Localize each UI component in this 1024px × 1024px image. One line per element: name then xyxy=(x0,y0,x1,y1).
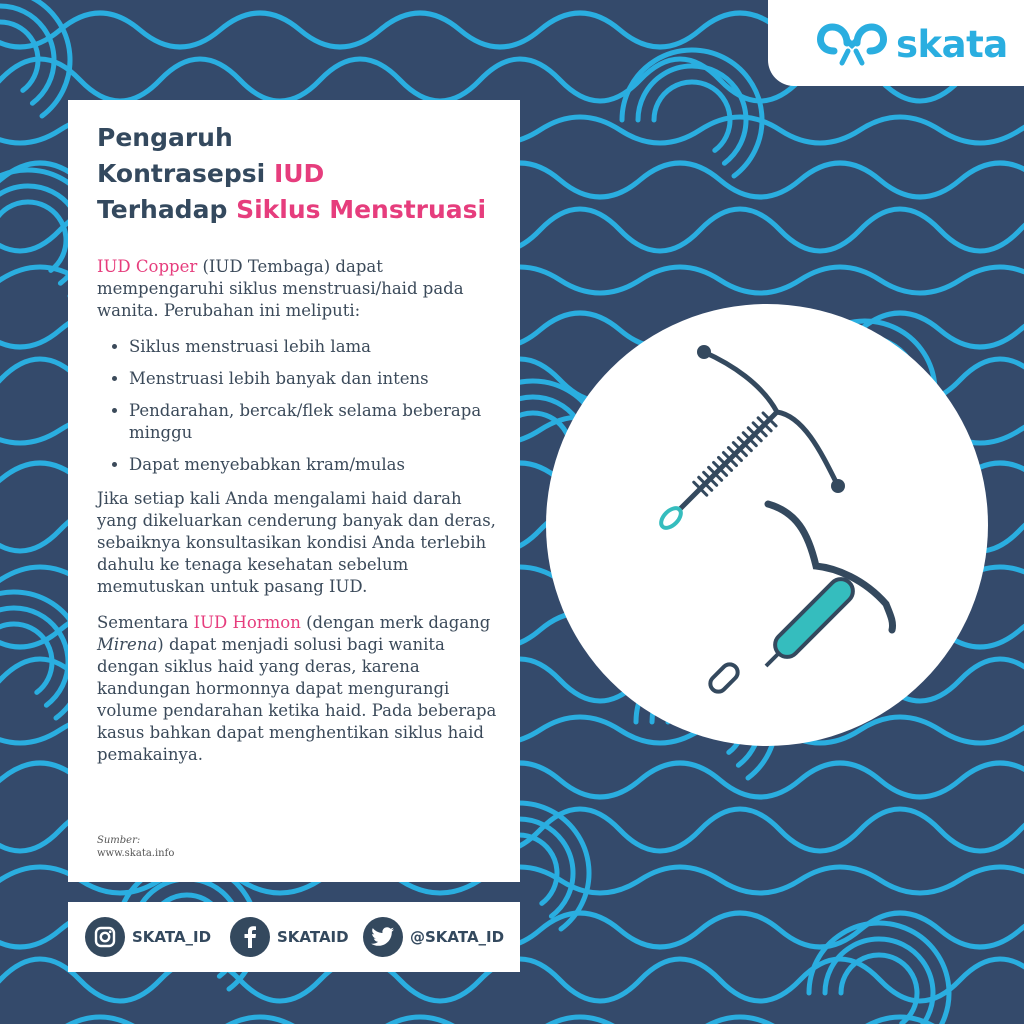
wave-curl xyxy=(654,82,730,150)
source-label: Sumber: xyxy=(97,835,141,846)
brand-mirena: Mirena xyxy=(97,635,158,654)
instagram-handle: SKATA_ID xyxy=(132,928,212,946)
list-item: • Siklus menstruasi lebih lama xyxy=(129,336,507,358)
source-url[interactable]: www.skata.info xyxy=(97,848,175,859)
advice-paragraph: Jika setiap kali Anda mengalami haid darah yang dikeluarkan cenderung banyak dan deras, sebaiknya konsultasikan kondisi Anda terlebih dahulu ke tenaga kesehatan sebelum memutuskan untuk pasang IUD. xyxy=(97,489,496,596)
title-line-2: Kontrasepsi IUD xyxy=(97,159,325,188)
hormonal-paragraph: Sementara IUD Hormon (dengan merk dagang Mirena) dapat menjadi solusi bagi wanita dengan siklus haid yang deras, karena kandungan hormonnya dapat mengurangi volume pendarahan ketika haid. Pada beberapa kasus bahkan dapat menghentikan siklus haid pemakainya. xyxy=(97,613,497,764)
skata-logo-icon xyxy=(814,21,890,67)
wave-curl xyxy=(0,22,38,90)
wave-curl xyxy=(622,50,762,176)
wave-line xyxy=(0,1017,1024,1024)
twitter-icon xyxy=(363,917,403,957)
facebook-link[interactable] xyxy=(230,917,349,957)
title-line-1: Pengaruh xyxy=(97,123,233,152)
iud-illustration xyxy=(546,304,988,746)
source xyxy=(97,834,174,860)
twitter-handle: @SKATA_ID xyxy=(410,928,505,946)
copper-coil xyxy=(694,413,776,495)
list-item: • Menstruasi lebih banyak dan intens xyxy=(129,368,507,390)
facebook-icon xyxy=(230,917,270,957)
title-highlight-siklus: Siklus Menstruasi xyxy=(236,195,487,224)
logo-tab xyxy=(768,0,1024,86)
intro-highlight: IUD Copper xyxy=(97,257,198,276)
copper-iud-icon xyxy=(658,345,845,531)
effects-list xyxy=(97,336,507,476)
page-title xyxy=(97,120,517,228)
list-item: • Pendarahan, bercak/flek selama beberapa minggu xyxy=(129,400,507,444)
facebook-handle: SKATAID xyxy=(277,928,349,946)
logo[interactable] xyxy=(814,16,1008,72)
hormonal-highlight: IUD Hormon xyxy=(193,613,301,632)
article-body xyxy=(97,256,507,780)
hormonal-iud-icon xyxy=(707,504,893,695)
intro-paragraph: IUD Copper (IUD Tembaga) dapat mempengaruhi siklus menstruasi/haid pada wanita. Perubahan ini meliputi: xyxy=(97,257,464,320)
wave-curl xyxy=(841,955,917,1023)
title-highlight-iud: IUD xyxy=(273,159,325,188)
social-bar xyxy=(68,902,520,972)
twitter-link[interactable] xyxy=(363,917,504,957)
info-card xyxy=(68,100,520,882)
instagram-icon xyxy=(85,917,125,957)
instagram-link[interactable] xyxy=(85,917,211,957)
list-item: • Dapat menyebabkan kram/mulas xyxy=(129,454,507,476)
title-line-3: Terhadap Siklus Menstruasi xyxy=(97,195,487,224)
logo-text: skata xyxy=(896,22,1008,66)
